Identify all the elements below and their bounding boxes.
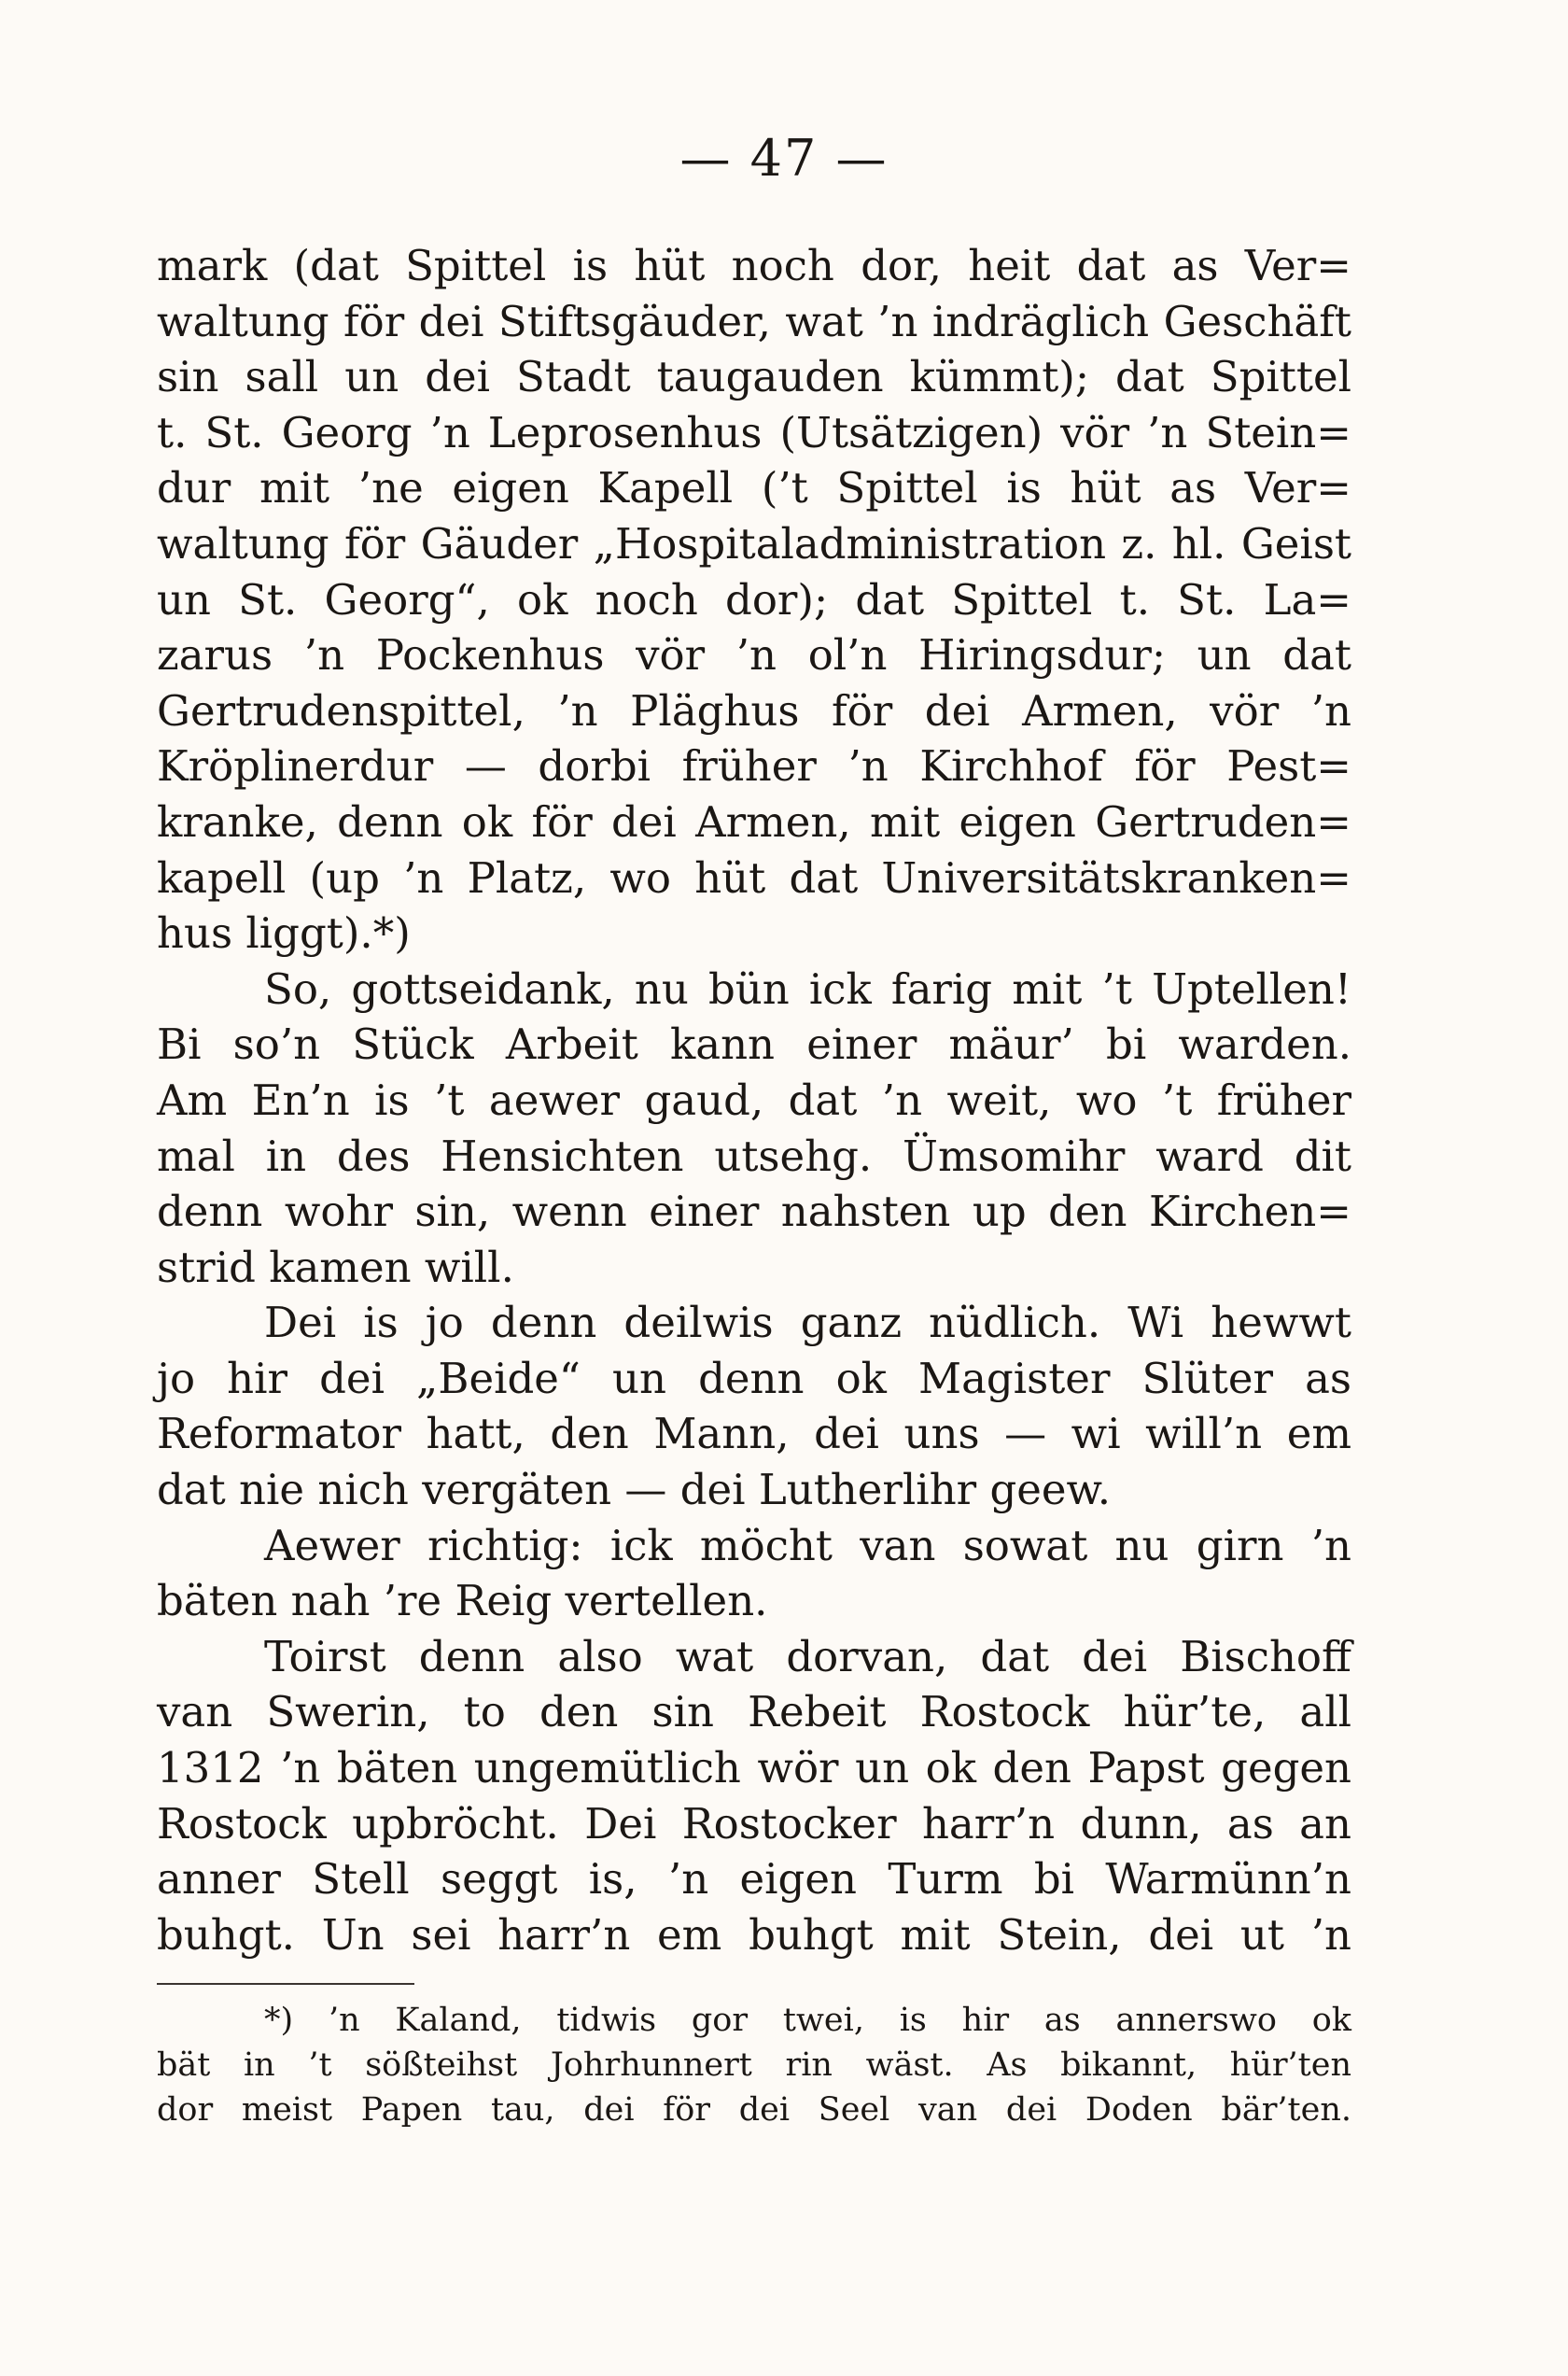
text-line: Bi so’n Stück Arbeit kann einer mäur’ bi warden. xyxy=(157,1019,1351,1070)
text-line: un St. Georg“, ok noch dor); dat Spittel t. St. La= xyxy=(157,574,1351,625)
text-line: mal in des Hensichten utsehg. Ümsomihr ward dit xyxy=(157,1131,1351,1181)
text-line: zarus ’n Pockenhus vör ’n ol’n Hiringsdur; un dat xyxy=(157,630,1351,681)
footnote-line: bät in ’t sößteihst Johrhunnert rin wäst. As bikannt, hür’ten xyxy=(157,2046,1351,2084)
text-line: Aewer richtig: ick möcht van sowat nu girn ’n xyxy=(264,1520,1351,1570)
footnote-divider xyxy=(157,1983,414,1985)
text-line: denn wohr sin, wenn einer nahsten up den Kirchen= xyxy=(157,1187,1351,1237)
text-line: jo hir dei „Beide“ un denn ok Magister Slüter as xyxy=(157,1353,1351,1403)
text-line: kapell (up ’n Platz, wo hüt dat Universitätskranken= xyxy=(157,852,1351,903)
text-line: Toirst denn also wat dorvan, dat dei Bischoff xyxy=(264,1631,1351,1681)
text-line: Gertrudenspittel, ’n Pläghus för dei Armen, vör ’n xyxy=(157,685,1351,736)
page-number: — 47 — xyxy=(679,129,889,188)
text-line: waltung för dei Stiftsgäuder, wat ’n indräglich Geschäft xyxy=(157,296,1351,346)
text-line: Am En’n is ’t aewer gaud, dat ’n weit, wo ’t früher xyxy=(157,1075,1351,1125)
text-line: 1312 ’n bäten ungemütlich wör un ok den Papst gegen xyxy=(157,1743,1351,1793)
text-line: Reformator hatt, den Mann, dei uns — wi will’n em xyxy=(157,1409,1351,1459)
text-line: Kröplinerdur — dorbi früher ’n Kirchhof för Pest= xyxy=(157,741,1351,792)
text-line: Rostock upbröcht. Dei Rostocker harr’n dunn, as an xyxy=(157,1798,1351,1849)
text-line: waltung för Gäuder „Hospitaladministration z. hl. Geist xyxy=(157,518,1351,569)
text-line: van Swerin, to den sin Rebeit Rostock hür’te, all xyxy=(157,1687,1351,1737)
text-line: kranke, denn ok för dei Armen, mit eigen Gertruden= xyxy=(157,796,1351,847)
text-line: dat nie nich vergäten — dei Lutherlihr geew. xyxy=(157,1465,1112,1515)
footnote-line: *) ’n Kaland, tidwis gor twei, is hir as annerswo ok xyxy=(264,2002,1351,2039)
text-line: bäten nah ’re Reig vertellen. xyxy=(157,1576,768,1626)
text-line: So, gottseidank, nu bün ick farig mit ’t Uptellen! xyxy=(264,963,1351,1014)
text-line: dur mit ’ne eigen Kapell (’t Spittel is hüt as Ver= xyxy=(157,463,1351,513)
text-line: buhgt. Un sei harr’n em buhgt mit Stein, dei ut ’n xyxy=(157,1909,1351,1960)
footnotes xyxy=(157,1998,1351,2132)
body-text xyxy=(157,238,1351,1962)
text-line: t. St. Georg ’n Leprosenhus (Utsätzigen) vör ’n Stein= xyxy=(157,407,1351,457)
text-line: anner Stell seggt is, ’n eigen Turm bi Warmünn’n xyxy=(157,1854,1351,1905)
text-line: Dei is jo denn deilwis ganz nüdlich. Wi hewwt xyxy=(264,1298,1351,1348)
text-line: sin sall un dei Stadt taugauden kümmt); dat Spittel xyxy=(157,352,1351,402)
footnote-line: dor meist Papen tau, dei för dei Seel van dei Doden bär’ten. xyxy=(157,2091,1351,2129)
text-line: strid kamen will. xyxy=(157,1242,514,1292)
text-line: hus liggt).*) xyxy=(157,908,411,959)
text-line: mark (dat Spittel is hüt noch dor, heit dat as Ver= xyxy=(157,241,1351,290)
